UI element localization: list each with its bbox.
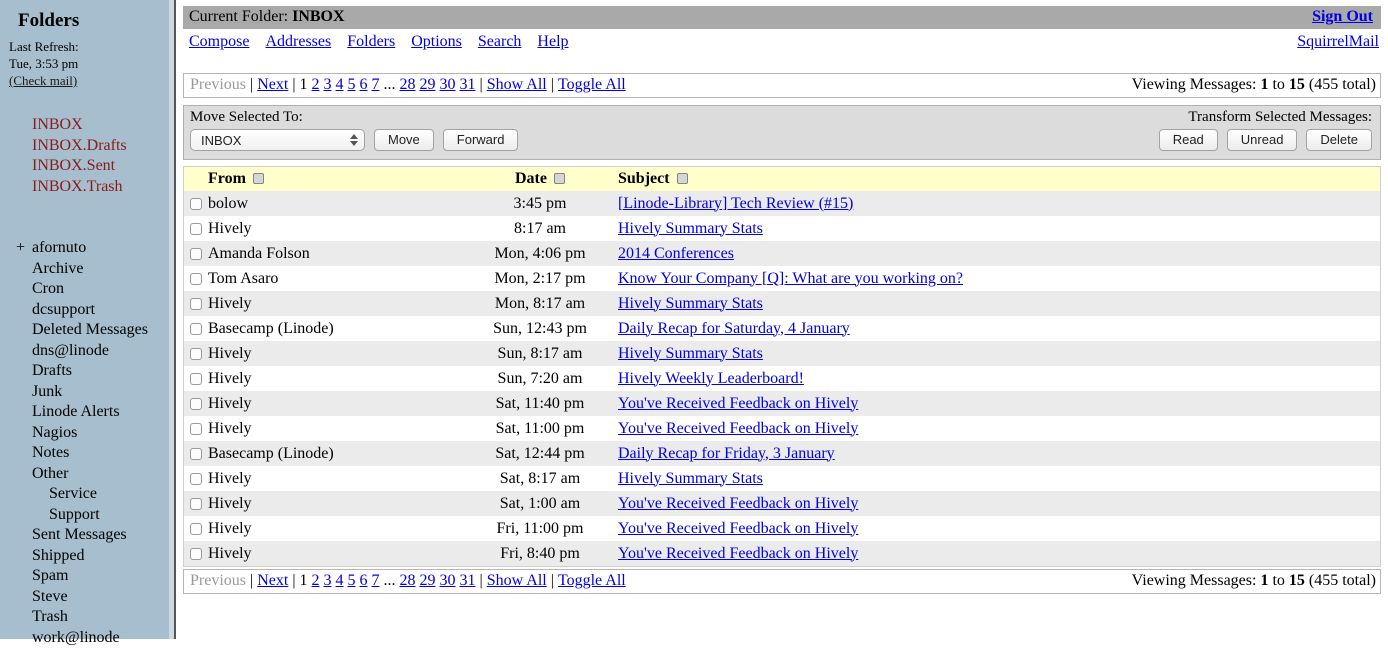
sidebar-folder-link[interactable]: Cron <box>32 280 64 297</box>
sidebar-folder-link[interactable]: Drafts <box>32 362 72 379</box>
folder-item <box>8 238 174 259</box>
message-row <box>184 391 1380 416</box>
sort-from-icon[interactable] <box>253 173 264 184</box>
nav-link-folders[interactable]: Folders <box>347 33 395 50</box>
transform-selected-label: Transform Selected Messages: <box>1188 109 1372 126</box>
pagination-bottom <box>183 569 1381 594</box>
main-content <box>176 0 1388 639</box>
message-date: Sat, 12:44 pm <box>476 445 604 463</box>
pager-separator: | <box>292 572 295 589</box>
message-from: Hively <box>208 220 476 238</box>
pager-links-bottom <box>188 572 628 590</box>
message-from: Hively <box>208 520 476 538</box>
sidebar-folder-link[interactable]: Deleted Messages <box>32 321 148 338</box>
message-from: Tom Asaro <box>208 270 476 288</box>
sidebar-folder-link[interactable]: Sent Messages <box>32 526 127 543</box>
pager-ellipsis: ... <box>384 572 396 589</box>
current-folder <box>189 8 345 26</box>
pager-page-28[interactable]: 28 <box>400 572 416 589</box>
pager-page-5[interactable]: 5 <box>348 76 356 93</box>
sidebar-folder-link[interactable]: work@linode <box>32 629 120 646</box>
folder-item <box>8 628 174 648</box>
folder-list <box>8 238 174 648</box>
column-subject-label: Subject <box>618 170 670 187</box>
message-checkbox[interactable] <box>190 298 202 310</box>
message-row <box>184 341 1380 366</box>
message-subject-link[interactable]: Hively Summary Stats <box>618 220 763 237</box>
pager-page-7[interactable]: 7 <box>372 572 380 589</box>
message-date: Mon, 2:17 pm <box>476 270 604 288</box>
message-checkbox[interactable] <box>190 223 202 235</box>
message-row <box>184 466 1380 491</box>
message-row <box>184 191 1380 216</box>
message-from: Hively <box>208 345 476 363</box>
pager-current-page: 1 <box>300 76 308 93</box>
message-row <box>184 291 1380 316</box>
sidebar-folder-link[interactable]: Shipped <box>32 547 84 564</box>
message-checkbox[interactable] <box>190 373 202 385</box>
sort-date-icon[interactable] <box>554 173 565 184</box>
message-date: Sun, 12:43 pm <box>476 320 604 338</box>
message-from: Hively <box>208 295 476 313</box>
message-subject-link[interactable]: Hively Weekly Leaderboard! <box>618 370 804 387</box>
pager-page-6[interactable]: 6 <box>360 572 368 589</box>
folder-item <box>8 607 174 628</box>
message-subject-link[interactable]: 2014 Conferences <box>618 245 734 262</box>
pager-separator: | <box>250 76 253 93</box>
folder-item <box>8 546 174 567</box>
pager-ellipsis: ... <box>384 76 396 93</box>
folder-item <box>8 279 174 300</box>
pager-separator: | <box>250 572 253 589</box>
squirrelmail-link[interactable]: SquirrelMail <box>1297 33 1379 51</box>
message-date: Fri, 11:00 pm <box>476 520 604 538</box>
folder-item <box>8 525 174 546</box>
select-stepper-icon <box>350 134 358 146</box>
message-checkbox[interactable] <box>190 273 202 285</box>
folder-item <box>8 320 174 341</box>
folder-item <box>8 259 174 280</box>
column-from-label: From <box>208 170 246 187</box>
message-date: Sat, 1:00 am <box>476 495 604 513</box>
message-checkbox[interactable] <box>190 523 202 535</box>
sidebar-folder-link[interactable]: Service <box>49 485 97 502</box>
message-from: Hively <box>208 545 476 563</box>
folder-item <box>8 402 174 423</box>
folder-item <box>8 361 174 382</box>
message-from: Hively <box>208 495 476 513</box>
pager-page-5[interactable]: 5 <box>348 572 356 589</box>
folder-item <box>8 382 174 403</box>
pager-page-29[interactable]: 29 <box>420 572 436 589</box>
nav-link-help[interactable]: Help <box>537 33 568 50</box>
message-checkbox[interactable] <box>190 548 202 560</box>
sidebar-folder-link[interactable]: Junk <box>32 383 62 400</box>
pager-page-31[interactable]: 31 <box>460 76 476 93</box>
message-date: Fri, 8:40 pm <box>476 545 604 563</box>
message-date: Mon, 4:06 pm <box>476 245 604 263</box>
message-checkbox[interactable] <box>190 473 202 485</box>
message-checkbox[interactable] <box>190 498 202 510</box>
message-subject-link[interactable]: Daily Recap for Saturday, 4 January <box>618 320 850 337</box>
message-checkbox[interactable] <box>190 398 202 410</box>
message-checkbox[interactable] <box>190 348 202 360</box>
sidebar-folder-link[interactable]: dcsupport <box>32 301 95 318</box>
message-table-header <box>184 167 1380 191</box>
pager-next[interactable]: Next <box>257 76 288 93</box>
folder-item <box>8 423 174 444</box>
pager-page-31[interactable]: 31 <box>460 572 476 589</box>
message-from: Hively <box>208 470 476 488</box>
viewing-messages-bottom: Viewing Messages: 1 to 15 (455 total) <box>1132 572 1376 590</box>
message-row <box>184 266 1380 291</box>
current-folder-name: INBOX <box>292 8 344 25</box>
message-row <box>184 441 1380 466</box>
read-button[interactable]: Read <box>1159 129 1218 151</box>
sidebar-folder-link[interactable]: Trash <box>32 608 68 625</box>
message-row <box>184 416 1380 441</box>
unread-button[interactable]: Unread <box>1227 129 1298 151</box>
message-from: Basecamp (Linode) <box>208 445 476 463</box>
sidebar-folder-link[interactable]: Spam <box>32 567 68 584</box>
folders-sidebar <box>0 0 176 639</box>
pager-page-4[interactable]: 4 <box>336 76 344 93</box>
message-checkbox[interactable] <box>190 248 202 260</box>
folder-item <box>8 300 174 321</box>
message-subject-link[interactable]: Know Your Company [Q]: What are you working on? <box>618 270 963 287</box>
pager-page-4[interactable]: 4 <box>336 572 344 589</box>
message-subject-link[interactable]: You've Received Feedback on Hively <box>618 395 858 412</box>
column-date-label: Date <box>515 170 547 187</box>
sign-out-link[interactable]: Sign Out <box>1312 8 1373 26</box>
message-row <box>184 366 1380 391</box>
pager-page-7[interactable]: 7 <box>372 76 380 93</box>
move-selected-label: Move Selected To: <box>190 109 303 126</box>
pagination-top <box>183 73 1381 98</box>
folder-item <box>8 443 174 464</box>
message-subject-link[interactable]: You've Received Feedback on Hively <box>618 420 858 437</box>
message-row <box>184 541 1380 566</box>
pager-page-29[interactable]: 29 <box>420 76 436 93</box>
message-from: Hively <box>208 370 476 388</box>
pager-page-2[interactable]: 2 <box>312 572 320 589</box>
nav-link-search[interactable]: Search <box>478 33 522 50</box>
sidebar-folder-link[interactable]: Other <box>32 465 68 482</box>
message-from: Hively <box>208 420 476 438</box>
message-table <box>183 166 1381 567</box>
viewing-to: 15 <box>1289 76 1305 93</box>
folder-item <box>8 484 174 505</box>
sidebar-folder-link[interactable]: Support <box>49 506 100 523</box>
folder-item <box>8 341 174 362</box>
message-from: Hively <box>208 395 476 413</box>
sort-subject-icon[interactable] <box>677 173 688 184</box>
nav-link-compose[interactable]: Compose <box>189 33 249 50</box>
viewing-from: 1 <box>1260 76 1268 93</box>
sidebar-folder-link[interactable]: Notes <box>32 444 69 461</box>
message-from: bolow <box>208 195 476 213</box>
nav-row <box>183 29 1381 53</box>
pager-separator: | <box>480 76 483 93</box>
folder-item <box>8 505 174 526</box>
message-subject-link[interactable]: You've Received Feedback on Hively <box>618 545 858 562</box>
message-checkbox[interactable] <box>190 198 202 210</box>
sidebar-folder-inbox[interactable]: INBOX <box>32 115 174 136</box>
message-from: Amanda Folson <box>208 245 476 263</box>
pager-toggle-all[interactable]: Toggle All <box>558 572 626 589</box>
message-subject-link[interactable]: Hively Summary Stats <box>618 295 763 312</box>
pager-page-3[interactable]: 3 <box>324 76 332 93</box>
pager-page-6[interactable]: 6 <box>360 76 368 93</box>
pager-show-all[interactable]: Show All <box>487 76 547 93</box>
message-subject-link[interactable]: You've Received Feedback on Hively <box>618 520 858 537</box>
sidebar-folder-link[interactable]: Nagios <box>32 424 77 441</box>
sidebar-folder-link[interactable]: Steve <box>32 588 68 605</box>
message-subject-link[interactable]: You've Received Feedback on Hively <box>618 495 858 512</box>
message-subject-link[interactable]: [Linode-Library] Tech Review (#15) <box>618 195 853 212</box>
viewing-messages-top: Viewing Messages: 1 to 15 (455 total) <box>1132 76 1376 94</box>
message-date: Sun, 7:20 am <box>476 370 604 388</box>
delete-button[interactable]: Delete <box>1306 129 1372 151</box>
last-refresh-label: Last Refresh: <box>9 38 174 55</box>
message-from: Basecamp (Linode) <box>208 320 476 338</box>
pager-page-30[interactable]: 30 <box>440 572 456 589</box>
folder-item <box>8 566 174 587</box>
message-row <box>184 516 1380 541</box>
forward-button[interactable]: Forward <box>443 129 519 151</box>
nav-link-options[interactable]: Options <box>411 33 462 50</box>
message-date: 3:45 pm <box>476 195 604 213</box>
sidebar-folder-link[interactable]: Linode Alerts <box>32 403 120 420</box>
pager-page-30[interactable]: 30 <box>440 76 456 93</box>
sidebar-folder-link[interactable]: afornuto <box>32 239 86 256</box>
move-to-folder-select[interactable] <box>190 129 365 151</box>
pager-separator: | <box>292 76 295 93</box>
message-row <box>184 216 1380 241</box>
message-date: Sat, 11:40 pm <box>476 395 604 413</box>
current-folder-bar <box>183 6 1381 29</box>
pager-links-top <box>188 76 628 94</box>
sidebar-folder-link[interactable]: dns@linode <box>32 342 109 359</box>
special-folder-list <box>32 115 174 197</box>
message-subject-link[interactable]: Hively Summary Stats <box>618 345 763 362</box>
pager-toggle-all[interactable]: Toggle All <box>558 76 626 93</box>
pager-page-2[interactable]: 2 <box>312 76 320 93</box>
current-folder-label: Current Folder: <box>189 8 288 25</box>
message-checkbox[interactable] <box>190 323 202 335</box>
sidebar-title: Folders <box>18 10 174 32</box>
sidebar-folder-inbox.sent[interactable]: INBOX.Sent <box>32 156 174 177</box>
message-subject-link[interactable]: Hively Summary Stats <box>618 470 763 487</box>
pager-previous: Previous <box>190 572 246 589</box>
sidebar-folder-inbox.drafts[interactable]: INBOX.Drafts <box>32 136 174 157</box>
folder-item <box>8 587 174 608</box>
move-button[interactable]: Move <box>374 129 434 151</box>
message-date: 8:17 am <box>476 220 604 238</box>
message-subject-link[interactable]: Daily Recap for Friday, 3 January <box>618 445 835 462</box>
message-date: Sat, 8:17 am <box>476 470 604 488</box>
move-to-folder-value: INBOX <box>201 133 241 148</box>
message-checkbox[interactable] <box>190 448 202 460</box>
message-toolbar <box>183 105 1381 160</box>
pager-separator: | <box>480 572 483 589</box>
pager-previous: Previous <box>190 76 246 93</box>
folder-item <box>8 464 174 485</box>
message-row <box>184 491 1380 516</box>
sidebar-folder-inbox.trash[interactable]: INBOX.Trash <box>32 177 174 198</box>
message-date: Sat, 11:00 pm <box>476 420 604 438</box>
check-mail-link[interactable]: (Check mail) <box>9 73 77 88</box>
pager-current-page: 1 <box>300 572 308 589</box>
pager-page-28[interactable]: 28 <box>400 76 416 93</box>
pager-page-3[interactable]: 3 <box>324 572 332 589</box>
pager-separator: | <box>551 76 554 93</box>
message-row <box>184 241 1380 266</box>
message-checkbox[interactable] <box>190 423 202 435</box>
nav-link-addresses[interactable]: Addresses <box>265 33 331 50</box>
pager-show-all[interactable]: Show All <box>487 572 547 589</box>
pager-separator: | <box>551 572 554 589</box>
viewing-from: 1 <box>1260 572 1268 589</box>
viewing-to: 15 <box>1289 572 1305 589</box>
message-row <box>184 316 1380 341</box>
last-refresh-time: Tue, 3:53 pm <box>9 55 174 72</box>
message-date: Sun, 8:17 am <box>476 345 604 363</box>
message-date: Mon, 8:17 am <box>476 295 604 313</box>
pager-next[interactable]: Next <box>257 572 288 589</box>
nav-links <box>189 33 585 51</box>
sidebar-folder-link[interactable]: Archive <box>32 260 84 277</box>
expand-folder-icon[interactable]: + <box>16 238 25 259</box>
